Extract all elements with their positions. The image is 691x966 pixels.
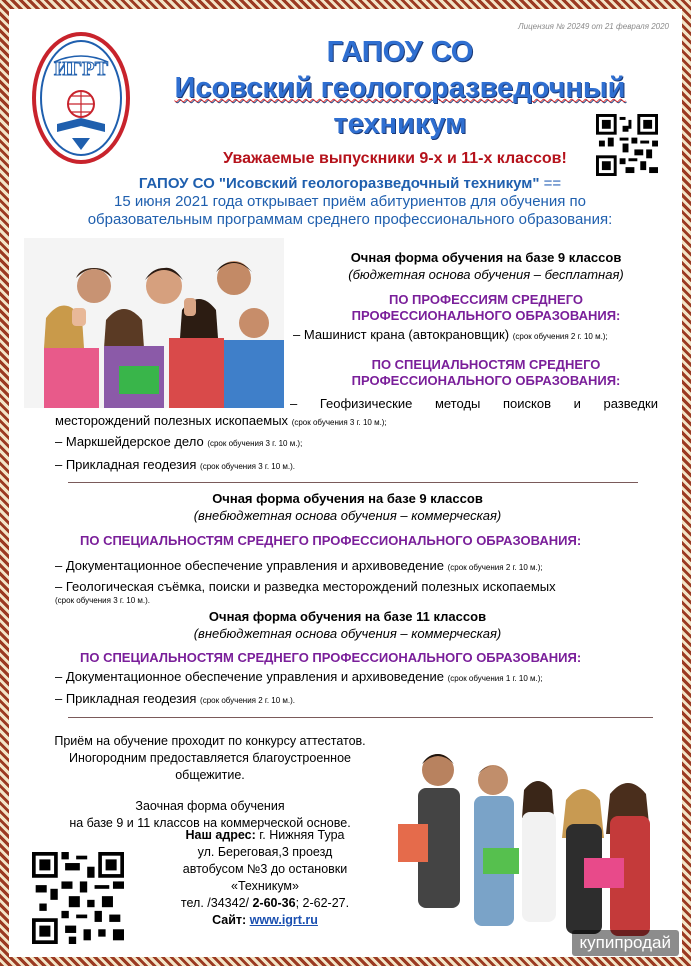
address-block (140, 827, 390, 929)
intro-line-3: образовательным программам среднего профессионального образования: (87, 211, 613, 228)
block2-header: ПО СПЕЦИАЛЬНОСТЯМ СРЕДНЕГО ПРОФЕССИОНАЛЬНОГО ОБРАЗОВАНИЯ: (80, 533, 582, 548)
intro-line-2: 15 июня 2021 года открывает приём абитуриентов для обучения по (114, 193, 586, 210)
students-group-photo (388, 738, 678, 953)
site-link[interactable]: www.igrt.ru (249, 913, 318, 927)
block1-spec-item1-b-text: месторождений полезных ископаемых (55, 413, 289, 428)
block2-item1-term: (срок обучения 2 г. 10 м.); (447, 563, 543, 572)
block1-spec-item2 (55, 433, 655, 452)
intro-eq: == (539, 175, 562, 192)
block2-subtitle: (внебюджетная основа обучения – коммерческая) (193, 508, 502, 523)
divider-1 (68, 482, 638, 483)
block3-item2 (55, 690, 665, 709)
block1-prof-item (293, 326, 683, 345)
address-line-3: автобусом №3 до остановки (182, 862, 348, 876)
qr-code-bottom-icon (32, 852, 124, 944)
block1-spec-item3-term: (срок обучения 3 г. 10 м.). (200, 462, 296, 471)
intro-org: ГАПОУ СО "Исовский геологоразведочный техникум" (138, 175, 540, 192)
footer-line-3: общежитие. (175, 768, 245, 782)
block3-item1 (55, 668, 665, 687)
site-label: Сайт: (212, 913, 250, 927)
block1-spec-item2-text: – Маркшейдерское дело (55, 434, 204, 449)
block1-spec-header-1: ПО СПЕЦИАЛЬНОСТЯМ СРЕДНЕГО (371, 357, 601, 372)
watermark: купипродай (572, 930, 679, 956)
address-line-4: «Техникум» (231, 879, 299, 893)
block2-item2: – Геологическая съёмка, поиски и разведка месторождений полезных ископаемых (55, 579, 556, 594)
greeting: Уважаемые выпускники 9-х и 11-х классов! (223, 150, 567, 167)
block1-title: Очная форма обучения на базе 9 классов (350, 250, 622, 265)
block1-prof-header-1: ПО ПРОФЕССИЯМ СРЕДНЕГО (388, 292, 584, 307)
block3-item1-term: (срок обучения 1 г. 10 м.); (447, 674, 543, 683)
block1-spec-header-2: ПРОФЕССИОНАЛЬНОГО ОБРАЗОВАНИЯ: (351, 373, 621, 388)
footer-info (30, 733, 390, 832)
block3-item2-text: – Прикладная геодезия (55, 691, 197, 706)
block1-spec-item3 (55, 456, 655, 475)
block3-subtitle: (внебюджетная основа обучения – коммерческая) (193, 626, 502, 641)
intro-text (50, 175, 650, 229)
address-label: Наш адрес: (185, 828, 256, 842)
footer-line-1: Приём на обучение проходит по конкурсу аттестатов. (54, 734, 366, 748)
block1-spec-item1-a: – Геофизические методы поисков и разведки (290, 396, 658, 411)
block1-spec-item1-term: (срок обучения 3 г. 10 м.); (291, 418, 387, 427)
address-line-1 (140, 827, 390, 844)
block2-item2-term: (срок обучения 3 г. 10 м.). (55, 596, 150, 605)
site-line (140, 912, 390, 929)
phone-main: 2-60-36 (252, 896, 296, 910)
address-city: г. Нижняя Тура (255, 828, 345, 842)
logo-text: ИГРТ (53, 58, 109, 80)
block2-title: Очная форма обучения на базе 9 классов (212, 491, 483, 506)
license-text: Лицензия № 20249 от 21 февраля 2020 (518, 22, 669, 31)
block1-spec-item1-b (55, 412, 655, 431)
globe-book-icon (32, 32, 130, 164)
address-line-2: ул. Береговая,3 проезд (197, 845, 333, 859)
block3-header: ПО СПЕЦИАЛЬНОСТЯМ СРЕДНЕГО ПРОФЕССИОНАЛЬНОГО ОБРАЗОВАНИЯ: (80, 650, 582, 665)
college-logo (32, 32, 130, 164)
block3-title: Очная форма обучения на базе 11 классов (208, 609, 487, 624)
block3-item2-term: (срок обучения 2 г. 10 м.). (200, 696, 296, 705)
phone-rest: ; 2-62-27. (295, 896, 350, 910)
phone-prefix: тел. /34342/ (180, 896, 253, 910)
block2-item1 (55, 557, 665, 576)
footer-line-2: Иногородним предоставляется благоустроенное (68, 751, 351, 765)
block1-prof-item-term: (срок обучения 2 г. 10 м.); (512, 332, 608, 341)
intro-line-1 (50, 175, 650, 193)
block1-prof-header-2: ПРОФЕССИОНАЛЬНОГО ОБРАЗОВАНИЯ: (351, 308, 621, 323)
block1-spec-item3-text: – Прикладная геодезия (55, 457, 197, 472)
footer-line-4: Заочная форма обучения (135, 799, 285, 813)
footer-line-5: на базе 9 и 11 классов на коммерческой основе. (69, 816, 351, 830)
block1-subtitle: (бюджетная основа обучения – бесплатная) (348, 267, 624, 282)
block1-spec-item2-term: (срок обучения 3 г. 10 м.); (207, 439, 303, 448)
divider-2 (68, 717, 653, 718)
title-line-2 (150, 72, 650, 105)
title-line-3: техникум (333, 108, 467, 140)
block2-item1-text: – Документационное обеспечение управления и архивоведение (55, 558, 444, 573)
title-line-2-text: Исовский геологоразведочный (174, 72, 626, 104)
title-line-1: ГАПОУ СО (326, 36, 474, 68)
block1-prof-item-text: – Машинист крана (автокрановщик) (293, 327, 510, 342)
phone-line (140, 895, 390, 912)
students-photo (24, 238, 284, 408)
block3-item1-text: – Документационное обеспечение управления и архивоведение (55, 669, 444, 684)
